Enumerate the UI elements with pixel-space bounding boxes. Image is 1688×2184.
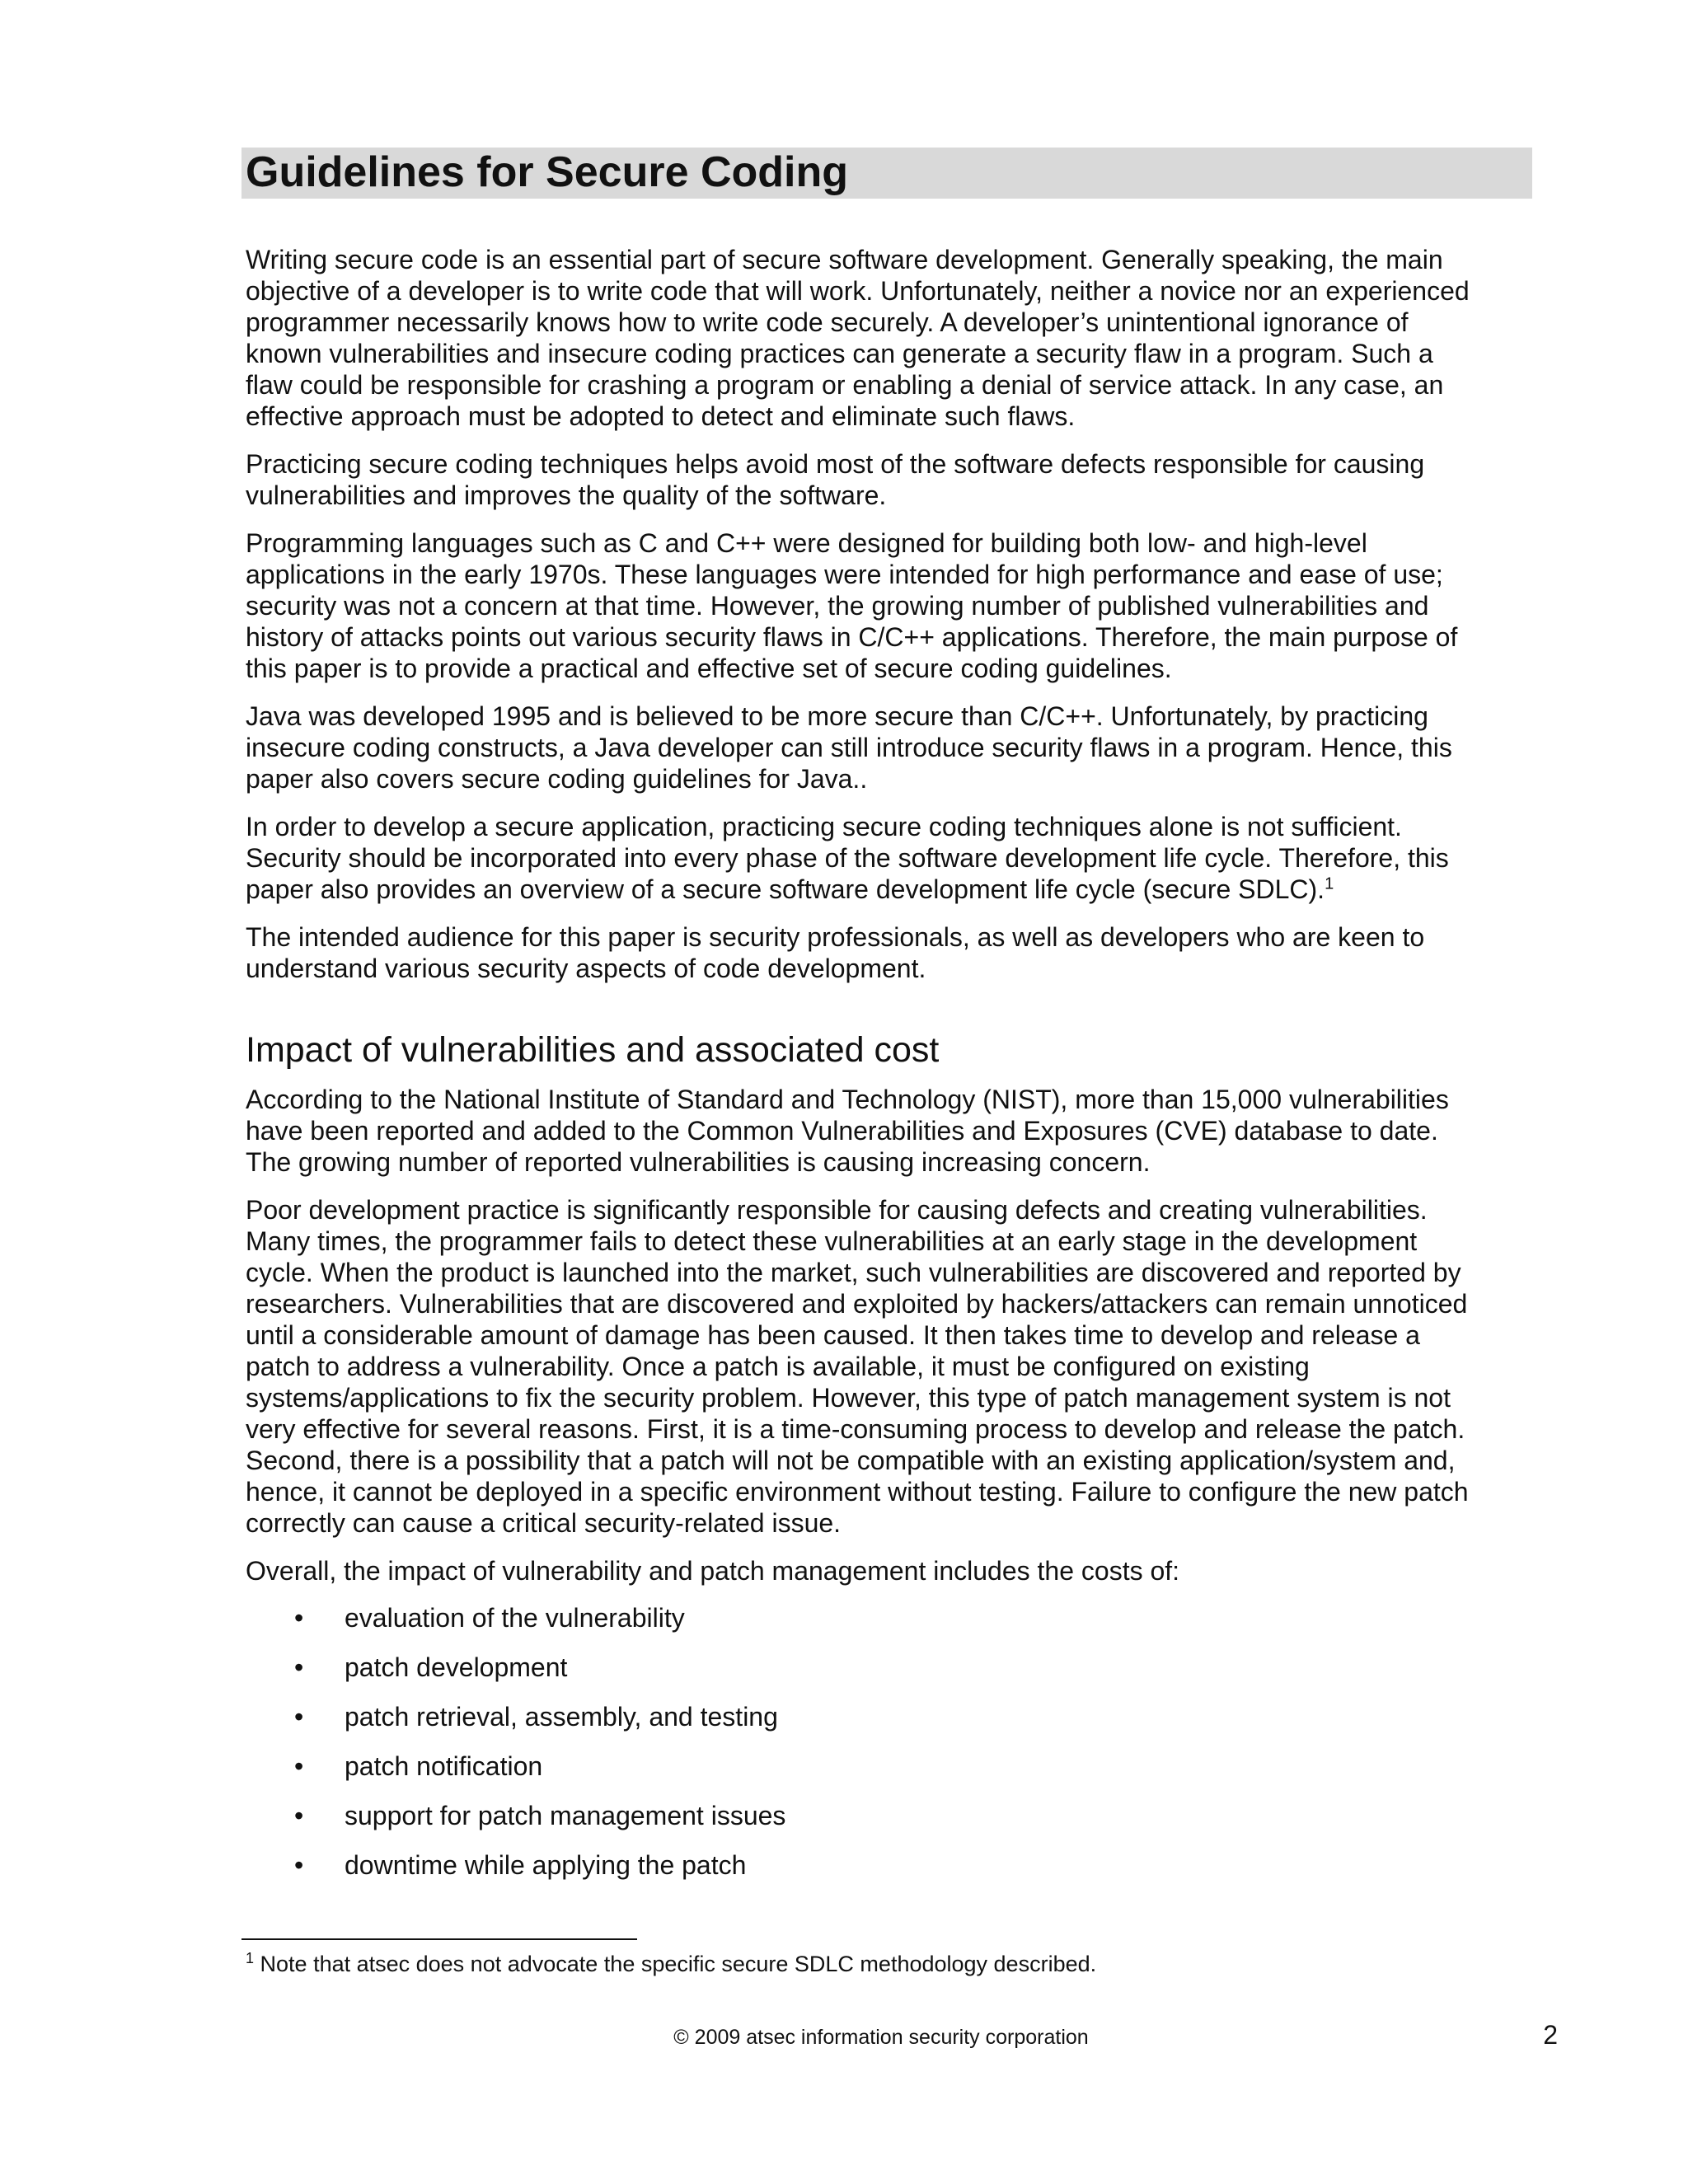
text-line: have been reported and added to the Common Vulnerabilities and Exposures (CVE) database to date. xyxy=(246,1116,1438,1146)
text-line: objective of a developer is to write code that will work. Unfortunately, neither a novice nor an experienced xyxy=(246,276,1470,306)
section-heading: Impact of vulnerabilities and associated cost xyxy=(246,1030,940,1070)
page-number: 2 xyxy=(1543,2020,1558,2050)
text-line: very effective for several reasons. First, it is a time-consuming process to develop and release the patch. xyxy=(246,1414,1465,1444)
sdlc-line-text: paper also provides an overview of a secure software development life cycle (secure SDLC). xyxy=(246,874,1325,904)
text-line: Many times, the programmer fails to detect these vulnerabilities at an early stage in the development xyxy=(246,1226,1418,1256)
text-line: insecure coding constructs, a Java developer can still introduce security flaws in a program. Hence, this xyxy=(246,733,1452,762)
list-item-text: evaluation of the vulnerability xyxy=(345,1603,685,1633)
text-line: vulnerabilities and improves the quality of the software. xyxy=(246,480,887,510)
footnote xyxy=(246,1950,1096,1978)
list-item xyxy=(246,1840,1540,1890)
intro-paragraph-2 xyxy=(246,448,1540,511)
text-line: systems/applications to fix the security problem. However, this type of patch management system is not xyxy=(246,1383,1451,1413)
text-line: security was not a concern at that time. However, the growing number of published vulnerabilities and xyxy=(246,591,1429,621)
section-paragraph-3 xyxy=(246,1555,1540,1586)
text-line: The intended audience for this paper is security professionals, as well as developers who are keen to xyxy=(246,922,1425,952)
intro-paragraph-1 xyxy=(246,244,1540,432)
text-line: effective approach must be adopted to detect and eliminate such flaws. xyxy=(246,401,1076,431)
list-item-text: support for patch management issues xyxy=(345,1801,786,1830)
bullet-icon: • xyxy=(294,1801,304,1830)
list-item xyxy=(246,1643,1540,1692)
sdlc-paragraph xyxy=(246,811,1540,905)
bullet-icon: • xyxy=(294,1603,304,1633)
text-line: Poor development practice is significantly responsible for causing defects and creating vulnerabilities. xyxy=(246,1195,1428,1225)
text-line: applications in the early 1970s. These languages were intended for high performance and ease of use; xyxy=(246,560,1443,589)
text-line: According to the National Institute of Standard and Technology (NIST), more than 15,000 vulnerabilities xyxy=(246,1085,1449,1114)
text-line: Programming languages such as C and C++ were designed for building both low- and high-level xyxy=(246,528,1367,558)
footnote-number: 1 xyxy=(246,1950,255,1966)
list-item xyxy=(246,1791,1540,1840)
text-line: programmer necessarily knows how to write code securely. A developer’s unintentional ignorance of xyxy=(246,307,1409,337)
text-line: Overall, the impact of vulnerability and patch management includes the costs of: xyxy=(246,1556,1180,1586)
text-line: until a considerable amount of damage has been caused. It then takes time to develop and release a xyxy=(246,1320,1420,1350)
text-line: Second, there is a possibility that a patch will not be compatible with an existing application/system and, xyxy=(246,1446,1456,1475)
list-item-text: patch retrieval, assembly, and testing xyxy=(345,1702,778,1732)
cost-list xyxy=(246,1593,1540,1890)
text-line: this paper is to provide a practical and effective set of secure coding guidelines. xyxy=(246,654,1172,683)
text-line: patch to address a vulnerability. Once a patch is available, it must be configured on existing xyxy=(246,1352,1310,1381)
footer-copyright: © 2009 atsec information security corporation xyxy=(673,2026,1089,2049)
list-item-text: downtime while applying the patch xyxy=(345,1850,747,1880)
text-line: history of attacks points out various security flaws in C/C++ applications. Therefore, the main purpose of xyxy=(246,622,1458,652)
intro-paragraph-4 xyxy=(246,701,1540,794)
text-line: understand various security aspects of code development. xyxy=(246,954,926,983)
text-line: hence, it cannot be deployed in a specific environment without testing. Failure to configure the new patch xyxy=(246,1477,1469,1507)
footnote-separator xyxy=(241,1938,637,1940)
text-line: In order to develop a secure application, practicing secure coding techniques alone is not sufficient. xyxy=(246,812,1402,841)
text-line: Writing secure code is an essential part of secure software development. Generally speaking, the main xyxy=(246,245,1443,274)
list-item xyxy=(246,1593,1540,1643)
text-line: Java was developed 1995 and is believed to be more secure than C/C++. Unfortunately, by practicing xyxy=(246,701,1428,731)
audience-paragraph xyxy=(246,921,1540,984)
text-line xyxy=(246,874,1540,905)
section-paragraph-2 xyxy=(246,1194,1540,1539)
section-paragraph-1 xyxy=(246,1084,1540,1178)
footnote-reference[interactable]: 1 xyxy=(1325,874,1334,893)
list-item-text: patch development xyxy=(345,1652,568,1682)
list-item xyxy=(246,1692,1540,1741)
list-item-text: patch notification xyxy=(345,1751,543,1781)
text-line: flaw could be responsible for crashing a program or enabling a denial of service attack. In any case, an xyxy=(246,370,1444,400)
list-item xyxy=(246,1741,1540,1791)
text-line: The growing number of reported vulnerabilities is causing increasing concern. xyxy=(246,1147,1151,1177)
bullet-icon: • xyxy=(294,1702,304,1732)
footnote-text: Note that atsec does not advocate the specific secure SDLC methodology described. xyxy=(260,1952,1097,1976)
text-line: researchers. Vulnerabilities that are discovered and exploited by hackers/attackers can remain unnoticed xyxy=(246,1289,1468,1319)
bullet-icon: • xyxy=(294,1850,304,1880)
text-line: known vulnerabilities and insecure coding practices can generate a security flaw in a program. Such a xyxy=(246,339,1433,368)
document-body xyxy=(246,244,1540,1890)
page-title: Guidelines for Secure Coding xyxy=(246,148,848,196)
text-line: Security should be incorporated into every phase of the software development life cycle. Therefore, this xyxy=(246,843,1449,873)
text-line: cycle. When the product is launched into the market, such vulnerabilities are discovered and reported by xyxy=(246,1258,1461,1287)
text-line: Practicing secure coding techniques helps avoid most of the software defects responsible for causing xyxy=(246,449,1425,479)
bullet-icon: • xyxy=(294,1652,304,1682)
intro-paragraph-3 xyxy=(246,527,1540,684)
text-line: paper also covers secure coding guidelines for Java.. xyxy=(246,764,868,794)
text-line: correctly can cause a critical security-related issue. xyxy=(246,1508,842,1538)
bullet-icon: • xyxy=(294,1751,304,1781)
